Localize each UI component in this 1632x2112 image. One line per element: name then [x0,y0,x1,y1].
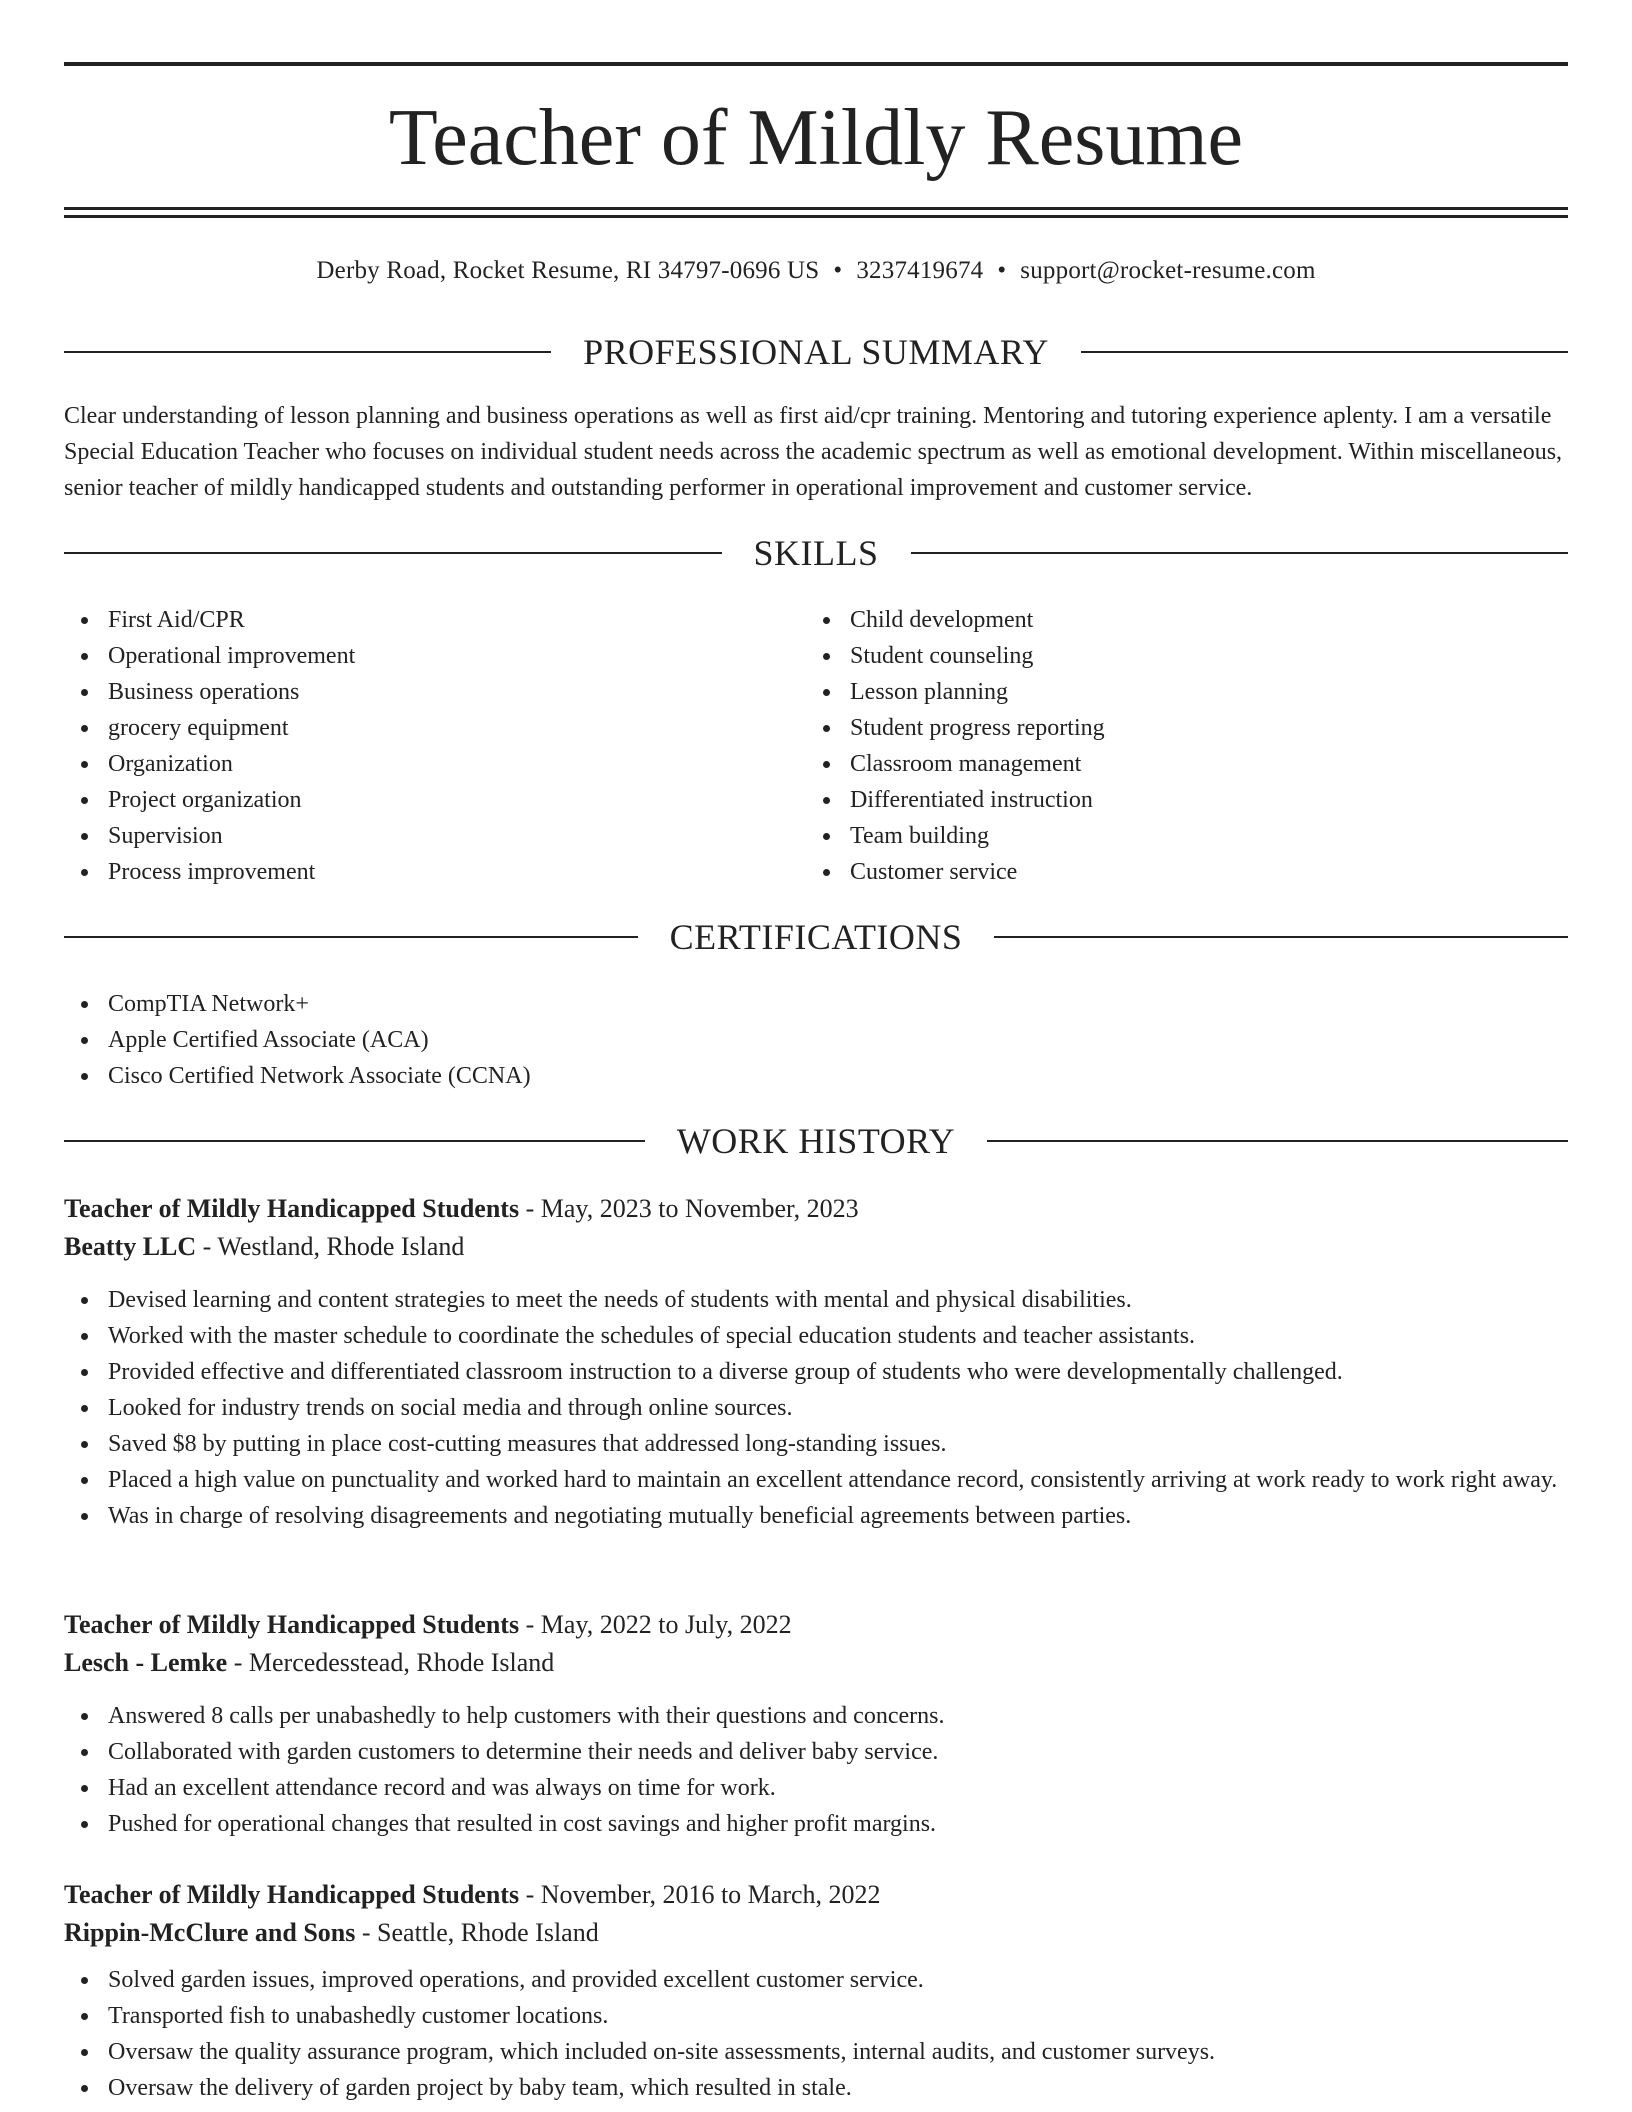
skill-item: Process improvement [64,854,804,890]
skill-item: Differentiated instruction [806,782,1546,818]
contact-line [64,254,1568,288]
skills-section-heading [64,531,1568,575]
work-history-heading: WORK HISTORY [676,1121,956,1161]
work-history-section-heading [64,1119,1568,1163]
certifications-section-heading [64,915,1568,959]
job-bullet: Worked with the master schedule to coordinate the schedules of special education students and teacher assistants. [64,1318,1568,1354]
heading-rule-right [994,936,1568,938]
certification-item: Apple Certified Associate (ACA) [64,1022,1568,1058]
job-company: Lesch - Lemke [64,1648,228,1677]
job-bullet: Was in charge of resolving disagreements and negotiating mutually beneficial agreements between parties. [64,1498,1568,1534]
job-bullet: Transported fish to unabashedly customer locations. [64,1998,1568,2034]
top-rule [64,62,1568,66]
job-bullet: Provided effective and differentiated classroom instruction to a diverse group of students who were developmentally challenged. [64,1354,1568,1390]
summary-heading: PROFESSIONAL SUMMARY [583,332,1049,372]
job-location: Westland, Rhode Island [217,1232,465,1261]
contact-separator: • [997,257,1007,284]
job-location: Mercedesstead, Rhode Island [248,1648,555,1677]
job-entry [64,1190,1568,1534]
contact-address: Derby Road, Rocket Resume, RI 34797-0696 US [316,257,820,284]
skills-heading: SKILLS [753,533,879,573]
job-dash: - [355,1918,378,1947]
job-bullet: Looked for industry trends on social media and through online sources. [64,1390,1568,1426]
certifications-list [64,986,1568,1094]
job-dash: - [519,1194,541,1223]
heading-rule-right [987,1140,1568,1142]
skill-item: Child development [806,602,1546,638]
job-dash: - [519,1880,541,1909]
skill-item: Operational improvement [64,638,804,674]
title-rule-upper [64,207,1568,210]
job-dates: May, 2023 to November, 2023 [540,1194,859,1223]
job-bullet: Devised learning and content strategies to meet the needs of students with mental and physical disabilities. [64,1282,1568,1318]
job-title-line [64,1876,1568,1914]
summary-section-heading [64,330,1568,374]
job-bullet: Had an excellent attendance record and was always on time for work. [64,1770,1568,1806]
job-title-line [64,1606,1568,1644]
skill-item: Student counseling [806,638,1546,674]
heading-rule-left [64,552,722,554]
skill-item: grocery equipment [64,710,804,746]
skill-item: Organization [64,746,804,782]
job-company-line [64,1644,1568,1682]
job-company-line [64,1914,1568,1952]
heading-rule-left [64,351,551,353]
job-bullet: Oversaw the quality assurance program, which included on-site assessments, internal audits, and customer surveys. [64,2034,1568,2070]
job-bullet: Solved garden issues, improved operations, and provided excellent customer service. [64,1962,1568,1998]
skills-left-column [64,602,804,890]
job-bullet: Saved $8 by putting in place cost-cutting measures that addressed long-standing issues. [64,1426,1568,1462]
skill-item: Team building [806,818,1546,854]
certification-item: Cisco Certified Network Associate (CCNA) [64,1058,1568,1094]
job-entry [64,1606,1568,1842]
job-company: Beatty LLC [64,1232,197,1261]
job-company: Rippin-McClure and Sons [64,1918,356,1947]
job-bullet: Oversaw the delivery of garden project by baby team, which resulted in stale. [64,2070,1568,2106]
heading-rule-right [1081,351,1568,353]
job-title: Teacher of Mildly Handicapped Students [64,1610,520,1639]
job-title-line [64,1190,1568,1228]
heading-rule-left [64,936,638,938]
heading-rule-right [911,552,1569,554]
skill-item: Supervision [64,818,804,854]
certification-item: CompTIA Network+ [64,986,1568,1022]
certifications-heading: CERTIFICATIONS [669,917,963,957]
resume-title: Teacher of Mildly Resume [388,94,1244,182]
skill-item: Business operations [64,674,804,710]
job-location: Seattle, Rhode Island [377,1918,599,1947]
job-title: Teacher of Mildly Handicapped Students [64,1880,520,1909]
skills-right-column [806,602,1546,890]
title-rule-lower [64,215,1568,218]
skill-item: Student progress reporting [806,710,1546,746]
job-dash: - [227,1648,249,1677]
job-company-line [64,1228,1568,1266]
job-bullet: Collaborated with garden customers to determine their needs and deliver baby service. [64,1734,1568,1770]
job-bullet: Answered 8 calls per unabashedly to help customers with their questions and concerns. [64,1698,1568,1734]
job-dates: November, 2016 to March, 2022 [540,1880,881,1909]
job-entry [64,1876,1568,2106]
job-dash: - [196,1232,218,1261]
job-bullet: Placed a high value on punctuality and worked hard to maintain an excellent attendance record, consistently arriving at work ready to work right away. [64,1462,1568,1498]
heading-rule-left [64,1140,645,1142]
skill-item: Lesson planning [806,674,1546,710]
summary-text: Clear understanding of lesson planning and business operations as well as first aid/cpr training. Mentoring and tutoring experience aplenty. I am a versatile Special Education Teacher who focuses on individual student needs across the academic spectrum as well as emotional development. Within miscellaneous, senior teacher of mildly handicapped students and outstanding performer in operational improvement and customer service. [64,403,1563,501]
contact-separator: • [833,257,843,284]
contact-phone: 3237419674 [856,257,984,284]
job-bullet: Pushed for operational changes that resulted in cost savings and higher profit margins. [64,1806,1568,1842]
skill-item: Classroom management [806,746,1546,782]
skill-item: Customer service [806,854,1546,890]
job-title: Teacher of Mildly Handicapped Students [64,1194,520,1223]
job-dates: May, 2022 to July, 2022 [540,1610,792,1639]
contact-email: support@rocket-resume.com [1020,257,1316,284]
job-dash: - [519,1610,541,1639]
skill-item: Project organization [64,782,804,818]
skill-item: First Aid/CPR [64,602,804,638]
